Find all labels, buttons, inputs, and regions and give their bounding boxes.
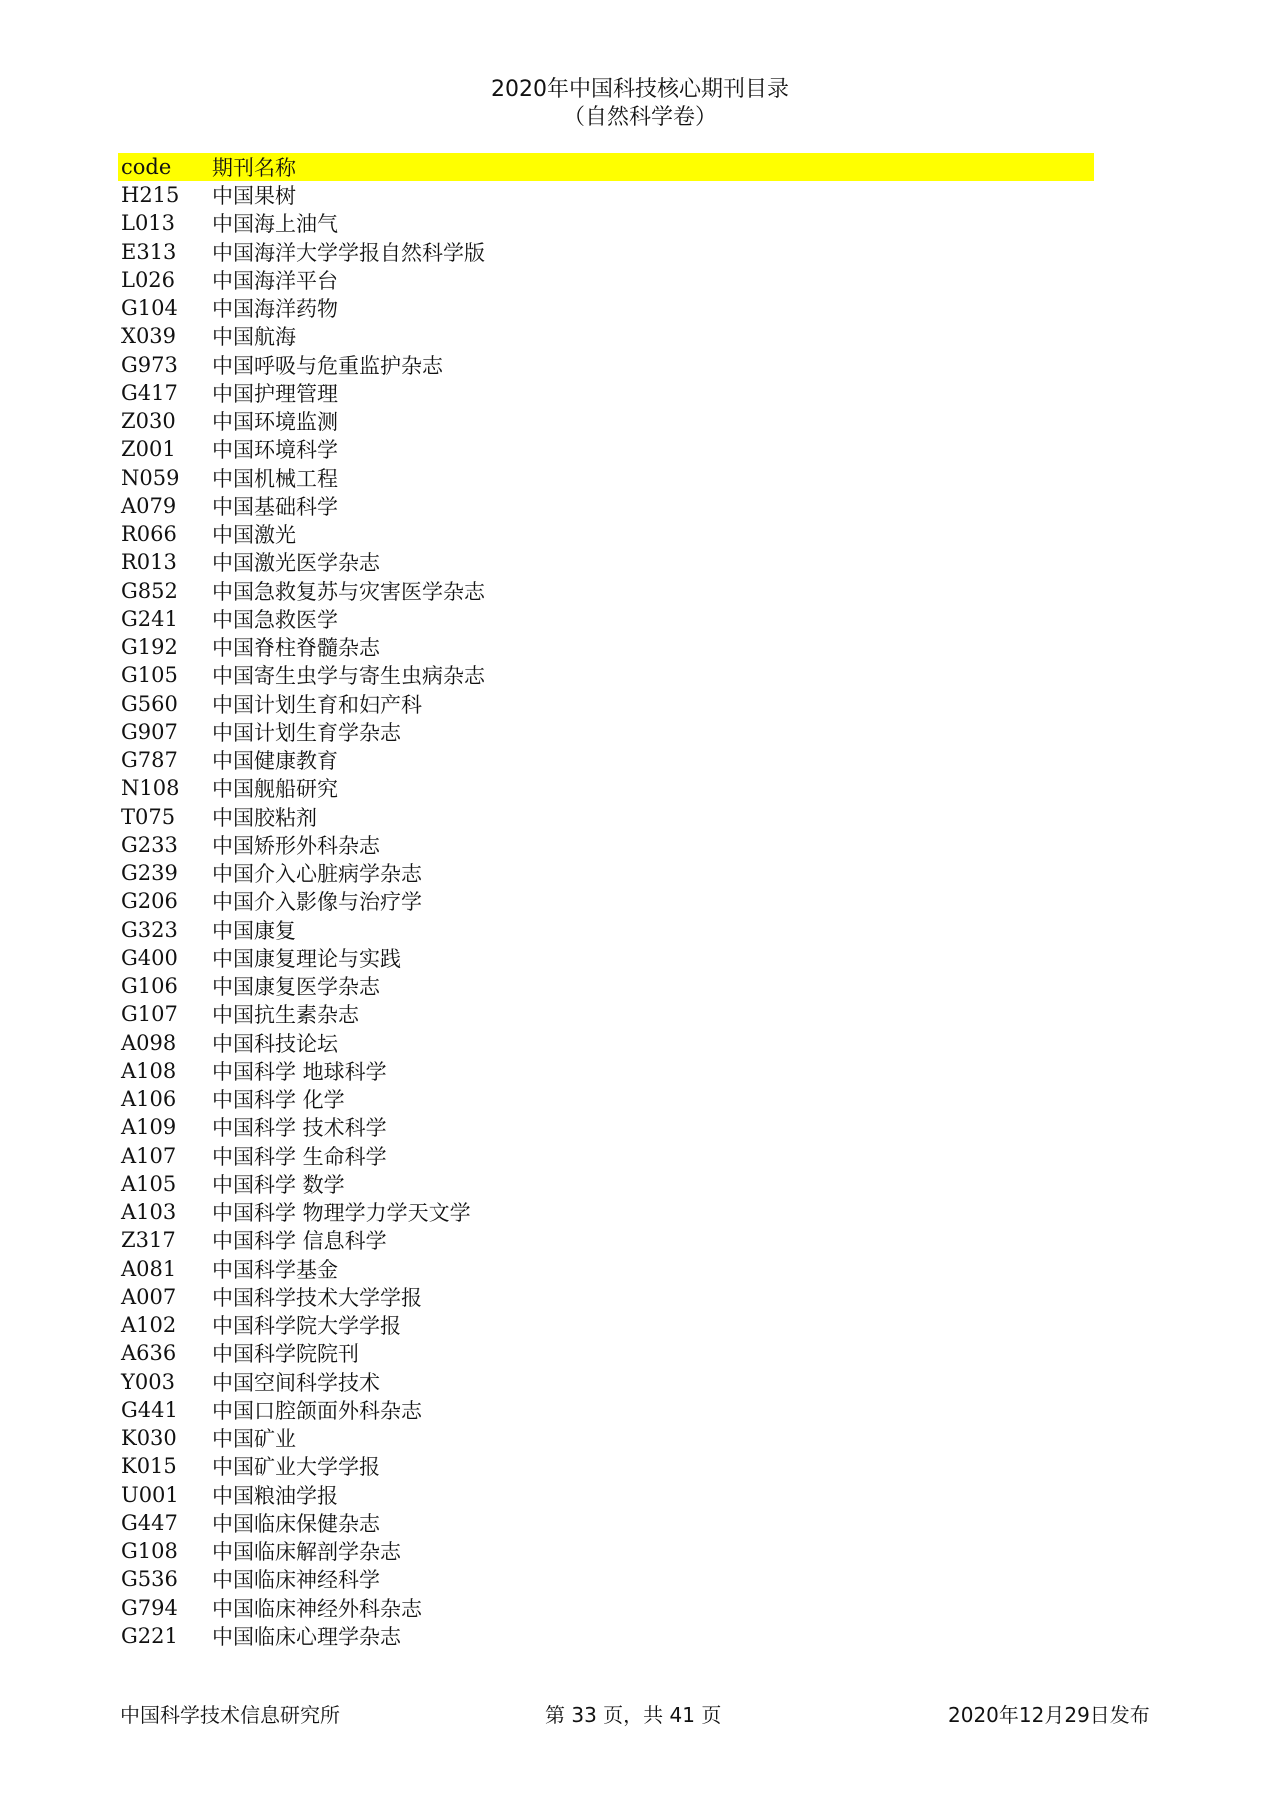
journal-name: 中国急救复苏与灾害医学杂志 bbox=[212, 579, 485, 604]
journal-code: Z001 bbox=[121, 437, 176, 462]
table-row bbox=[118, 266, 1094, 294]
table-row bbox=[118, 520, 1094, 548]
journal-name: 中国护理管理 bbox=[212, 381, 338, 406]
journal-name: 中国科学基金 bbox=[212, 1257, 338, 1282]
table-row bbox=[118, 1198, 1094, 1226]
table-row bbox=[118, 1452, 1094, 1480]
table-row bbox=[118, 238, 1094, 266]
journal-code: G852 bbox=[121, 578, 178, 603]
journal-code: L013 bbox=[121, 211, 176, 236]
journal-code: Y003 bbox=[121, 1369, 175, 1394]
document-subtitle: （自然科学卷） bbox=[562, 105, 717, 130]
journal-name: 中国临床神经外科杂志 bbox=[212, 1596, 422, 1621]
journal-code: N059 bbox=[121, 465, 180, 490]
table-row bbox=[118, 1000, 1094, 1028]
journal-name: 中国介入影像与治疗学 bbox=[212, 890, 422, 915]
footer-publisher: 中国科学技术信息研究所 bbox=[120, 1703, 340, 1727]
journal-name: 中国计划生育和妇产科 bbox=[212, 692, 422, 717]
journal-code: G106 bbox=[121, 974, 178, 999]
journal-code: U001 bbox=[121, 1482, 179, 1507]
journal-code: G417 bbox=[121, 380, 178, 405]
journal-name: 中国激光 bbox=[212, 523, 296, 548]
table-row bbox=[118, 1537, 1094, 1565]
table-row bbox=[118, 803, 1094, 831]
journal-name: 中国急救医学 bbox=[212, 607, 338, 632]
journal-name: 中国粮油学报 bbox=[212, 1483, 338, 1508]
table-row bbox=[118, 294, 1094, 322]
journal-code: G794 bbox=[121, 1595, 178, 1620]
journal-code: G973 bbox=[121, 352, 178, 377]
journal-name: 中国康复医学杂志 bbox=[212, 975, 380, 1000]
journal-code: A105 bbox=[121, 1171, 177, 1196]
table-row bbox=[118, 1113, 1094, 1141]
journal-name: 中国临床保健杂志 bbox=[212, 1511, 380, 1536]
journal-code: G221 bbox=[121, 1623, 178, 1648]
journal-code: R066 bbox=[121, 522, 177, 547]
journal-name: 中国科学 物理学力学天文学 bbox=[212, 1201, 471, 1226]
journal-name: 中国抗生素杂志 bbox=[212, 1003, 359, 1028]
journal-code: A108 bbox=[121, 1058, 177, 1083]
table-row bbox=[118, 1255, 1094, 1283]
journal-name: 中国科学院大学学报 bbox=[212, 1314, 401, 1339]
journal-code: T075 bbox=[121, 804, 176, 829]
journal-name: 中国激光医学杂志 bbox=[212, 551, 380, 576]
journal-code: G239 bbox=[121, 861, 178, 886]
footer-release-date: 2020年12月29日发布 bbox=[948, 1703, 1150, 1727]
journal-name: 中国康复 bbox=[212, 918, 296, 943]
table-row bbox=[118, 464, 1094, 492]
journal-name: 中国基础科学 bbox=[212, 494, 338, 519]
journal-code: A107 bbox=[121, 1143, 177, 1168]
journal-name: 中国介入心脏病学杂志 bbox=[212, 862, 422, 887]
journal-name: 中国航海 bbox=[212, 325, 296, 350]
table-row bbox=[118, 1085, 1094, 1113]
table-row bbox=[118, 1424, 1094, 1452]
journal-name: 中国健康教育 bbox=[212, 749, 338, 774]
table-row bbox=[118, 1368, 1094, 1396]
journal-name: 中国寄生虫学与寄生虫病杂志 bbox=[212, 664, 485, 689]
journal-code: A098 bbox=[121, 1030, 177, 1055]
journal-code: L026 bbox=[121, 267, 176, 292]
table-row bbox=[118, 1142, 1094, 1170]
journal-code: G107 bbox=[121, 1002, 178, 1027]
journal-name: 中国科学院院刊 bbox=[212, 1342, 359, 1367]
journal-code: A106 bbox=[121, 1087, 177, 1112]
journal-code: G787 bbox=[121, 748, 178, 773]
table-row bbox=[118, 690, 1094, 718]
journal-code: G323 bbox=[121, 917, 178, 942]
table-row bbox=[118, 379, 1094, 407]
table-row bbox=[118, 1565, 1094, 1593]
table-row bbox=[118, 633, 1094, 661]
journal-code: A102 bbox=[121, 1313, 177, 1338]
table-row bbox=[118, 492, 1094, 520]
table-row bbox=[118, 774, 1094, 802]
journal-code: A103 bbox=[121, 1200, 177, 1225]
table-row bbox=[118, 1396, 1094, 1424]
table-row bbox=[118, 181, 1094, 209]
table-row bbox=[118, 831, 1094, 859]
journal-code: G441 bbox=[121, 1397, 178, 1422]
table-row bbox=[118, 661, 1094, 689]
table-row bbox=[118, 916, 1094, 944]
journal-code: Z317 bbox=[121, 1228, 176, 1253]
journal-code: R013 bbox=[121, 550, 177, 575]
journal-name: 中国海上油气 bbox=[212, 212, 338, 237]
journal-name: 中国矫形外科杂志 bbox=[212, 833, 380, 858]
table-row bbox=[118, 322, 1094, 350]
journal-code: N108 bbox=[121, 776, 180, 801]
footer-page-info: 第 33 页，共 41 页 bbox=[545, 1703, 722, 1727]
table-body bbox=[118, 181, 1094, 1650]
table-row bbox=[118, 972, 1094, 1000]
journal-code: G104 bbox=[121, 296, 178, 321]
journal-name: 中国矿业 bbox=[212, 1427, 296, 1452]
journal-name: 中国科学 地球科学 bbox=[212, 1059, 387, 1084]
document-title: 2020年中国科技核心期刊目录 bbox=[491, 77, 789, 102]
journal-name: 中国临床神经科学 bbox=[212, 1568, 380, 1593]
table-row bbox=[118, 1226, 1094, 1254]
journal-code: E313 bbox=[121, 239, 177, 264]
journal-name: 中国科学 生命科学 bbox=[212, 1144, 387, 1169]
journal-code: A636 bbox=[121, 1341, 177, 1366]
journal-code: G108 bbox=[121, 1539, 178, 1564]
header-code: code bbox=[121, 155, 172, 179]
journal-name: 中国胶粘剂 bbox=[212, 805, 317, 830]
journal-code: X039 bbox=[121, 324, 177, 349]
table-row bbox=[118, 944, 1094, 972]
table-row bbox=[118, 718, 1094, 746]
journal-code: H215 bbox=[121, 183, 180, 208]
journal-name: 中国口腔颌面外科杂志 bbox=[212, 1398, 422, 1423]
journal-code: K030 bbox=[121, 1426, 177, 1451]
table-row bbox=[118, 859, 1094, 887]
journal-name: 中国康复理论与实践 bbox=[212, 946, 401, 971]
journal-name: 中国科学技术大学学报 bbox=[212, 1285, 422, 1310]
table-row bbox=[118, 1509, 1094, 1537]
journal-code: G560 bbox=[121, 691, 178, 716]
journal-name: 中国矿业大学学报 bbox=[212, 1455, 380, 1480]
journal-name: 中国临床解剖学杂志 bbox=[212, 1540, 401, 1565]
journal-code: A079 bbox=[121, 493, 177, 518]
journal-code: G536 bbox=[121, 1567, 178, 1592]
journal-code: G233 bbox=[121, 832, 178, 857]
table-row bbox=[118, 887, 1094, 915]
table-row bbox=[118, 548, 1094, 576]
journal-name: 中国呼吸与危重监护杂志 bbox=[212, 353, 443, 378]
table-row bbox=[118, 577, 1094, 605]
journal-name: 中国科学 化学 bbox=[212, 1088, 345, 1113]
table-row bbox=[118, 1170, 1094, 1198]
journal-name: 中国临床心理学杂志 bbox=[212, 1624, 401, 1649]
journal-name: 中国舰船研究 bbox=[212, 777, 338, 802]
journal-code: G206 bbox=[121, 889, 178, 914]
journal-name: 中国环境科学 bbox=[212, 438, 338, 463]
journal-name: 中国环境监测 bbox=[212, 410, 338, 435]
table-row bbox=[118, 1622, 1094, 1650]
journal-code: A081 bbox=[121, 1256, 177, 1281]
table-row bbox=[118, 1029, 1094, 1057]
journal-code: G907 bbox=[121, 719, 178, 744]
journal-name: 中国空间科学技术 bbox=[212, 1370, 380, 1395]
journal-name: 中国计划生育学杂志 bbox=[212, 720, 401, 745]
journal-name: 中国海洋平台 bbox=[212, 268, 338, 293]
journal-name: 中国科技论坛 bbox=[212, 1031, 338, 1056]
journal-name: 中国海洋大学学报自然科学版 bbox=[212, 240, 485, 265]
journal-name: 中国科学 信息科学 bbox=[212, 1229, 387, 1254]
table-row bbox=[118, 1481, 1094, 1509]
table-row bbox=[118, 209, 1094, 237]
journal-code: Z030 bbox=[121, 409, 176, 434]
journal-code: K015 bbox=[121, 1454, 177, 1479]
journal-name: 中国机械工程 bbox=[212, 466, 338, 491]
journal-name: 中国海洋药物 bbox=[212, 297, 338, 322]
table-row bbox=[118, 1594, 1094, 1622]
journal-table bbox=[118, 153, 1094, 1650]
table-row bbox=[118, 1283, 1094, 1311]
table-row bbox=[118, 1311, 1094, 1339]
header-journal-name: 期刊名称 bbox=[212, 156, 296, 180]
table-row bbox=[118, 407, 1094, 435]
journal-code: G447 bbox=[121, 1510, 178, 1535]
journal-code: G105 bbox=[121, 663, 178, 688]
journal-code: A109 bbox=[121, 1115, 177, 1140]
journal-code: G400 bbox=[121, 945, 178, 970]
journal-name: 中国脊柱脊髓杂志 bbox=[212, 636, 380, 661]
table-row bbox=[118, 1057, 1094, 1085]
journal-code: G241 bbox=[121, 606, 178, 631]
table-row bbox=[118, 435, 1094, 463]
journal-name: 中国科学 数学 bbox=[212, 1172, 345, 1197]
table-row bbox=[118, 351, 1094, 379]
table-row bbox=[118, 746, 1094, 774]
journal-name: 中国科学 技术科学 bbox=[212, 1116, 387, 1141]
table-row bbox=[118, 605, 1094, 633]
journal-name: 中国果树 bbox=[212, 184, 296, 209]
journal-code: G192 bbox=[121, 635, 178, 660]
journal-code: A007 bbox=[121, 1284, 177, 1309]
table-row bbox=[118, 1339, 1094, 1367]
table-header-row bbox=[118, 153, 1094, 181]
